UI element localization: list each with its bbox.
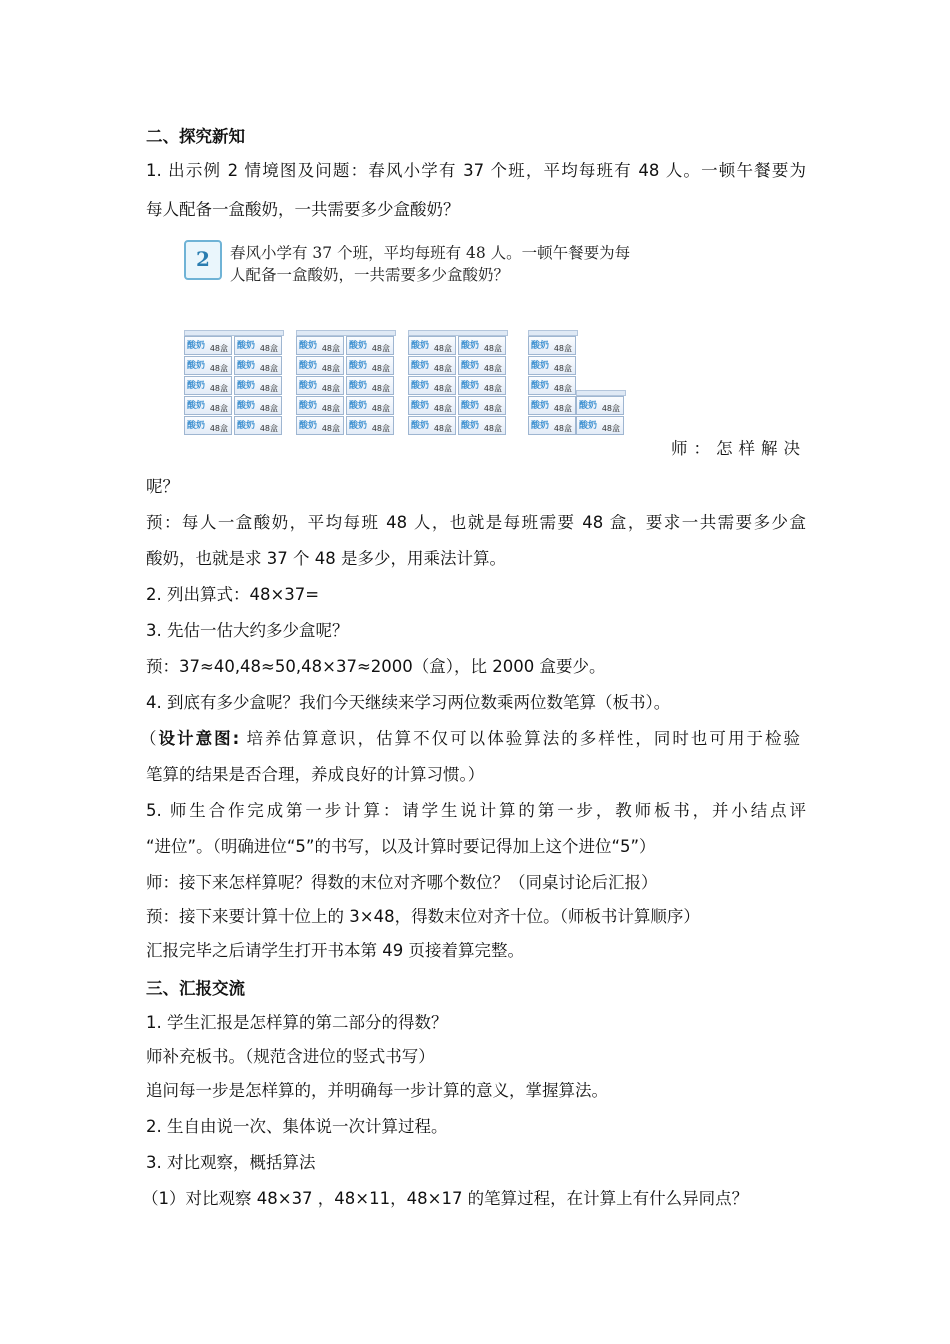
yogurt-box-count: 48盒 <box>553 424 572 433</box>
example-problem-line-2: 人配备一盒酸奶，一共需要多少盒酸奶？ <box>230 266 510 284</box>
example-number-badge: 2 <box>184 240 222 280</box>
section3-item-2: 2. 生自由说一次、集体说一次计算过程。 <box>146 1117 448 1136</box>
yogurt-box-label: 酸奶 <box>579 421 598 431</box>
section3-teacher-note: 师补充板书。（规范含进位的竖式书写） <box>146 1047 435 1066</box>
yogurt-box <box>458 336 506 355</box>
example-2-illustration <box>184 236 684 446</box>
yogurt-box <box>408 356 456 375</box>
yogurt-box <box>528 416 576 435</box>
yogurt-box-count: 48盒 <box>553 344 572 353</box>
item-3: 3. 先估一估大约多少盒呢？ <box>146 621 349 640</box>
yogurt-box <box>346 416 394 435</box>
yogurt-box-label: 酸奶 <box>411 341 430 351</box>
yogurt-box-count: 48盒 <box>371 424 390 433</box>
yogurt-box-label: 酸奶 <box>187 341 206 351</box>
yogurt-box-label: 酸奶 <box>299 381 318 391</box>
yogurt-box-label: 酸奶 <box>237 401 256 411</box>
yogurt-box-count: 48盒 <box>483 344 502 353</box>
teacher-question-line-1 <box>146 437 806 461</box>
design-intent-label: 设计意图: <box>158 729 240 748</box>
yogurt-box-label: 酸奶 <box>531 341 550 351</box>
yogurt-box <box>296 336 344 355</box>
section3-follow-up: 追问每一步是怎样算的，并明确每一步计算的意义，掌握算法。 <box>146 1081 608 1100</box>
yogurt-box-count: 48盒 <box>321 364 340 373</box>
yogurt-box <box>576 396 624 415</box>
design-prefix: （ <box>140 729 159 748</box>
yogurt-box-label: 酸奶 <box>299 361 318 371</box>
yogurt-box-label: 酸奶 <box>411 421 430 431</box>
yogurt-box <box>184 376 232 395</box>
yogurt-box <box>528 396 576 415</box>
yogurt-box-label: 酸奶 <box>579 401 598 411</box>
yogurt-box-count: 48盒 <box>483 404 502 413</box>
yogurt-box-count: 48盒 <box>553 404 572 413</box>
yogurt-box-count: 48盒 <box>371 404 390 413</box>
yogurt-box-count: 48盒 <box>433 404 452 413</box>
yogurt-box-label: 酸奶 <box>461 421 480 431</box>
section3-item-1: 1. 学生汇报是怎样算的第二部分的得数？ <box>146 1013 448 1032</box>
yogurt-box-count: 48盒 <box>601 424 620 433</box>
yogurt-box-stacks <box>184 322 684 446</box>
yogurt-box <box>346 376 394 395</box>
yogurt-box-count: 48盒 <box>321 344 340 353</box>
yogurt-box <box>234 336 282 355</box>
yogurt-box <box>346 356 394 375</box>
yogurt-box-label: 酸奶 <box>299 421 318 431</box>
yogurt-box <box>296 356 344 375</box>
yogurt-box-label: 酸奶 <box>237 361 256 371</box>
yogurt-box-count: 48盒 <box>259 404 278 413</box>
yogurt-box <box>408 336 456 355</box>
yogurt-box <box>346 336 394 355</box>
yogurt-box-count: 48盒 <box>371 364 390 373</box>
yogurt-box-label: 酸奶 <box>531 361 550 371</box>
yogurt-box <box>234 356 282 375</box>
yogurt-box <box>184 416 232 435</box>
design-intent-line-1 <box>140 727 800 751</box>
yogurt-box-label: 酸奶 <box>411 401 430 411</box>
yogurt-box-count: 48盒 <box>321 424 340 433</box>
yogurt-box-count: 48盒 <box>433 384 452 393</box>
yogurt-box <box>458 376 506 395</box>
report-instruction: 汇报完毕之后请学生打开书本第 49 页接着算完整。 <box>146 941 524 960</box>
yogurt-box-label: 酸奶 <box>411 361 430 371</box>
yogurt-box <box>234 396 282 415</box>
yogurt-box <box>296 396 344 415</box>
yogurt-box <box>576 416 624 435</box>
yogurt-box <box>408 396 456 415</box>
yogurt-box-label: 酸奶 <box>187 421 206 431</box>
yogurt-box-label: 酸奶 <box>531 421 550 431</box>
yogurt-box-count: 48盒 <box>321 404 340 413</box>
yogurt-box-label: 酸奶 <box>349 421 368 431</box>
prediction-2: 预：37≈40,48≈50,48×37≈2000（盒），比 2000 盒要少。 <box>146 657 606 676</box>
yogurt-box-label: 酸奶 <box>461 361 480 371</box>
yogurt-box-count: 48盒 <box>209 344 228 353</box>
section2-heading: 二、探究新知 <box>146 127 245 146</box>
yogurt-box-count: 48盒 <box>553 364 572 373</box>
paragraph-1-line-2: 每人配备一盒酸奶，一共需要多少盒酸奶？ <box>146 200 460 219</box>
yogurt-box-count: 48盒 <box>259 364 278 373</box>
yogurt-box-count: 48盒 <box>483 384 502 393</box>
teacher-question-text: 师：怎样解决 <box>671 439 806 458</box>
yogurt-box-count: 48盒 <box>371 384 390 393</box>
teacher-question-line-2: 呢？ <box>146 477 179 496</box>
yogurt-box-label: 酸奶 <box>349 381 368 391</box>
yogurt-box-label: 酸奶 <box>531 381 550 391</box>
yogurt-box-count: 48盒 <box>433 424 452 433</box>
yogurt-box-count: 48盒 <box>321 384 340 393</box>
yogurt-box <box>296 416 344 435</box>
yogurt-box-count: 48盒 <box>483 424 502 433</box>
yogurt-box <box>458 416 506 435</box>
yogurt-box <box>528 336 576 355</box>
prediction-1-line-1: 预：每人一盒酸奶，平均每班 48 人，也就是每班需要 48 盒，要求一共需要多少盒 <box>146 513 806 532</box>
yogurt-box-count: 48盒 <box>259 384 278 393</box>
yogurt-box-label: 酸奶 <box>187 381 206 391</box>
yogurt-box-label: 酸奶 <box>237 341 256 351</box>
yogurt-box-label: 酸奶 <box>411 381 430 391</box>
yogurt-box-label: 酸奶 <box>299 401 318 411</box>
yogurt-box-count: 48盒 <box>259 424 278 433</box>
yogurt-box-label: 酸奶 <box>531 401 550 411</box>
design-intent-line-2: 笔算的结果是否合理，养成良好的计算习惯。） <box>146 765 485 784</box>
yogurt-box <box>234 376 282 395</box>
yogurt-box-count: 48盒 <box>371 344 390 353</box>
yogurt-box-label: 酸奶 <box>461 401 480 411</box>
prediction-3: 预：接下来要计算十位上的 3×48，得数末位对齐十位。（师板书计算顺序） <box>146 907 700 926</box>
yogurt-box <box>528 356 576 375</box>
yogurt-box <box>458 356 506 375</box>
section3-sub-item-1: （1）对比观察 48×37 ，48×11，48×17 的笔算过程，在计算上有什么异同点？ <box>142 1189 749 1208</box>
yogurt-box-label: 酸奶 <box>187 401 206 411</box>
yogurt-box-count: 48盒 <box>209 404 228 413</box>
yogurt-box-label: 酸奶 <box>461 341 480 351</box>
yogurt-box-count: 48盒 <box>209 364 228 373</box>
yogurt-box-label: 酸奶 <box>349 341 368 351</box>
yogurt-box-count: 48盒 <box>433 364 452 373</box>
yogurt-box-label: 酸奶 <box>237 381 256 391</box>
yogurt-box-count: 48盒 <box>553 384 572 393</box>
design-intent-text: 培养估算意识，估算不仅可以体验算法的多样性，同时也可用于检验 <box>239 729 800 748</box>
item-5-line-2: “进位”。（明确进位“5”的书写，以及计算时要记得加上这个进位“5”） <box>146 837 656 856</box>
yogurt-box-count: 48盒 <box>259 344 278 353</box>
teacher-question-2: 师：接下来怎样算呢？得数的末位对齐哪个数位？（同桌讨论后汇报） <box>146 873 658 892</box>
item-5-line-1: 5. 师生合作完成第一步计算：请学生说计算的第一步，教师板书，并小结点评 <box>146 801 806 820</box>
yogurt-box <box>408 376 456 395</box>
prediction-1-line-2: 酸奶，也就是求 37 个 48 是多少，用乘法计算。 <box>146 549 506 568</box>
yogurt-box <box>528 376 576 395</box>
section3-item-3: 3. 对比观察，概括算法 <box>146 1153 316 1172</box>
section3-heading: 三、汇报交流 <box>146 979 245 998</box>
example-problem-text <box>230 242 630 286</box>
yogurt-box-label: 酸奶 <box>299 341 318 351</box>
yogurt-box-count: 48盒 <box>209 424 228 433</box>
yogurt-box-label: 酸奶 <box>349 361 368 371</box>
yogurt-box <box>346 396 394 415</box>
yogurt-box-label: 酸奶 <box>461 381 480 391</box>
yogurt-box <box>296 376 344 395</box>
yogurt-box <box>408 416 456 435</box>
item-2: 2. 列出算式：48×37= <box>146 585 320 604</box>
yogurt-box-label: 酸奶 <box>187 361 206 371</box>
yogurt-box <box>184 396 232 415</box>
yogurt-box <box>184 356 232 375</box>
yogurt-box <box>234 416 282 435</box>
yogurt-box-count: 48盒 <box>601 404 620 413</box>
item-4: 4. 到底有多少盒呢？我们今天继续来学习两位数乘两位数笔算（板书）。 <box>146 693 671 712</box>
yogurt-box-count: 48盒 <box>209 384 228 393</box>
yogurt-box <box>458 396 506 415</box>
yogurt-box-label: 酸奶 <box>349 401 368 411</box>
example-problem-line-1: 春风小学有 37 个班，平均每班有 48 人。一顿午餐要为每 <box>230 244 631 262</box>
yogurt-box <box>184 336 232 355</box>
yogurt-box-label: 酸奶 <box>237 421 256 431</box>
paragraph-1-line-1: 1. 出示例 2 情境图及问题：春风小学有 37 个班，平均每班有 48 人。一顿午餐要为 <box>146 161 806 180</box>
yogurt-box-count: 48盒 <box>433 344 452 353</box>
yogurt-box-count: 48盒 <box>483 364 502 373</box>
